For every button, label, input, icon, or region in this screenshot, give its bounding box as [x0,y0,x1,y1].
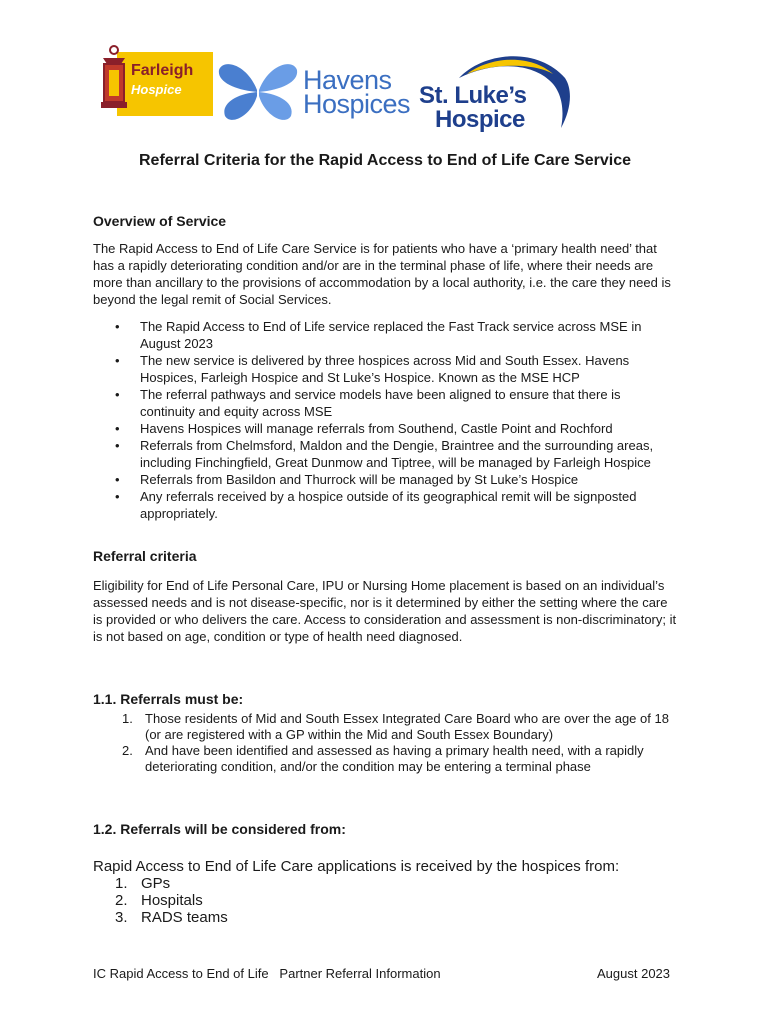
list-item [93,875,678,892]
overview-heading: Overview of Service [93,213,227,229]
list-item: • Referrals from Basildon and Thurrock will be managed by St Luke’s Hospice [93,471,678,488]
referrals-considered-list [93,875,678,926]
st-lukes-logo-subword: Hospice [435,106,525,133]
farleigh-logo-word: Farleigh [131,62,194,79]
footer-document-info: IC Rapid Access to End of Life Partner Referral Information [93,966,441,981]
referral-criteria-paragraph: Eligibility for End of Life Personal Care, IPU or Nursing Home placement is based on an individual’s assessed needs and is not disease-specific, nor is it determined by either the setting where the care is provided or who delivers the care. Access to consideration and assessment is non-discriminatory; it is not based on age, condition or type of health need diagnosed. [93,578,677,644]
overview-paragraph: The Rapid Access to End of Life Care Service is for patients who have a ‘primary health need’ that has a rapidly deteriorating condition and/or are in the terminal phase of life, where their needs are more than ancillary to the provisions of accommodation by a local authority, i.e. the care they need is beyond the legal remit of Social Services. [93,241,671,307]
list-item [93,711,678,743]
st-lukes-hospice-logo [417,48,577,132]
footer-date: August 2023 [597,966,671,981]
list-number: 2. [115,892,128,909]
list-text: And have been identified and assessed as having a primary health need, with a rapidly deteriorating condition, and/or the condition may be entering a terminal phase [145,743,644,774]
list-item: • The referral pathways and service models have been aligned to ensure that there is continuity and equity across MSE [93,386,678,420]
list-number: 1. [122,711,133,726]
list-text: GPs [141,875,171,892]
referrals-must-be-heading: 1.1. Referrals must be: [93,691,244,707]
butterfly-icon [217,56,299,126]
overview-bullet-list [93,318,678,522]
lantern-icon [97,44,131,114]
list-number: 1. [115,875,128,892]
farleigh-hospice-logo [95,40,213,122]
list-item: • Any referrals received by a hospice outside of its geographical remit will be signposted appropriately. [93,488,678,522]
list-item: • Referrals from Chelmsford, Maldon and the Dengie, Braintree and the surrounding areas, including Finchingfield, Great Dunmow and Tiptree, will be managed by Farleigh Hospice [93,437,678,471]
list-text: RADS teams [141,909,228,926]
list-item: • The Rapid Access to End of Life service replaced the Fast Track service across MSE in August 2023 [93,318,678,352]
referrals-must-be-list [93,711,678,775]
list-number: 3. [115,909,128,926]
list-item: • Havens Hospices will manage referrals from Southend, Castle Point and Rochford [93,420,678,437]
st-lukes-logo-word: St. Luke’s [419,82,527,109]
farleigh-logo-subword: Hospice [131,82,182,97]
havens-logo-word: Havens [303,65,392,95]
document-title: Referral Criteria for the Rapid Access to End of Life Care Service [138,152,631,169]
list-number: 2. [122,743,133,758]
list-text: Those residents of Mid and South Essex Integrated Care Board who are over the age of 18 (or are registered with a GP within the Mid and South Essex Boundary) [145,711,669,742]
list-item [93,743,678,775]
list-item [93,892,678,909]
referrals-considered-intro: Rapid Access to End of Life Care applications is received by the hospices from: [93,858,620,875]
referral-criteria-heading: Referral criteria [93,548,197,564]
havens-logo-subword: Hospices [303,89,411,119]
list-text: Hospitals [141,892,203,909]
list-item: • The new service is delivered by three hospices across Mid and South Essex. Havens Hospices, Farleigh Hospice and St Luke’s Hospice. Known as the MSE HCP [93,352,678,386]
partner-logos [95,40,575,133]
referrals-considered-heading: 1.2. Referrals will be considered from: [93,821,346,837]
list-item [93,909,678,926]
